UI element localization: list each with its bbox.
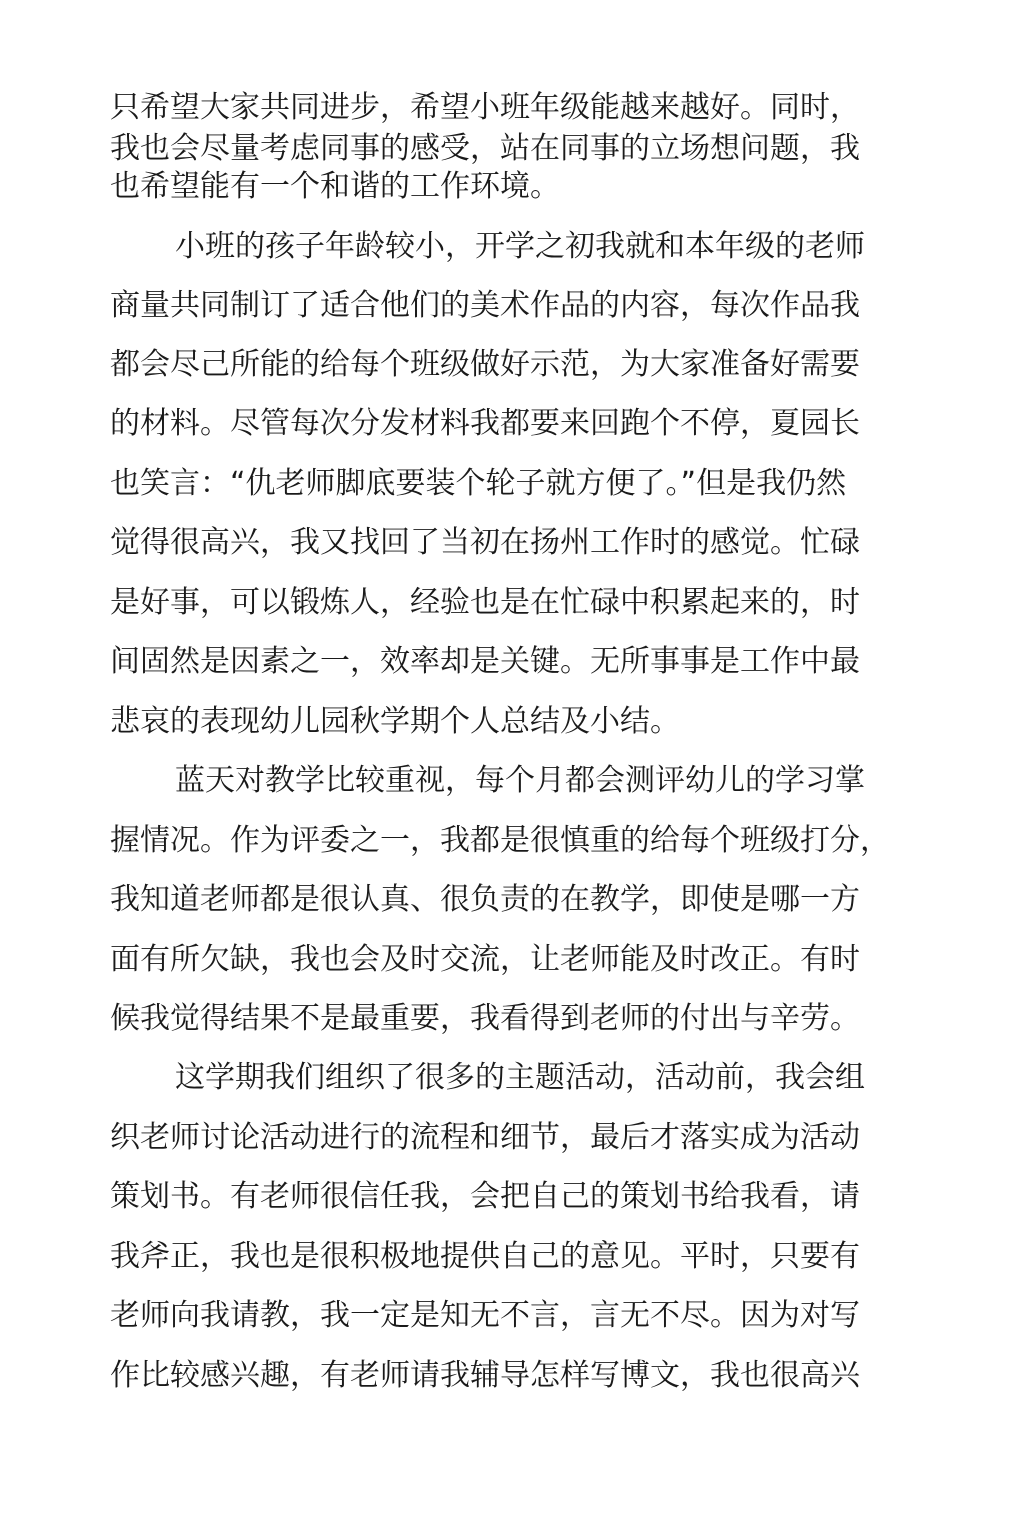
text-line: 间固然是因素之一，效率却是关键。无所事事是工作中最 [110,644,860,679]
paragraph-first-line: 小班的孩子年龄较小，开学之初我就和本年级的老师 [175,229,865,264]
text-line: 的材料。尽管每次分发材料我都要来回跑个不停，夏园长 [110,406,860,441]
text-line: 只希望大家共同进步，希望小班年级能越来越好。同时， [110,90,860,125]
paragraph-first-line: 这学期我们组织了很多的主题活动，活动前，我会组 [175,1060,865,1095]
text-line: 我知道老师都是很认真、很负责的在教学，即使是哪一方 [110,882,860,917]
text-line: 策划书。有老师很信任我，会把自己的策划书给我看，请 [110,1179,860,1214]
text-line: 老师向我请教，我一定是知无不言，言无不尽。因为对写 [110,1298,860,1333]
text-line: 握情况。作为评委之一，我都是很慎重的给每个班级打分， [110,823,890,858]
text-line: 我斧正，我也是很积极地提供自己的意见。平时，只要有 [110,1239,860,1274]
text-line: 作比较感兴趣，有老师请我辅导怎样写博文，我也很高兴 [110,1358,860,1393]
text-line: 织老师讨论活动进行的流程和细节，最后才落实成为活动 [110,1120,860,1155]
text-line: 也笑言：“仇老师脚底要装个轮子就方便了。”但是我仍然 [110,466,847,501]
paragraph-first-line: 蓝天对教学比较重视，每个月都会测评幼儿的学习掌 [175,763,865,798]
text-line: 面有所欠缺，我也会及时交流，让老师能及时改正。有时 [110,942,860,977]
text-line: 我也会尽量考虑同事的感受，站在同事的立场想问题，我 [110,131,860,166]
text-line: 也希望能有一个和谐的工作环境。 [110,169,560,204]
text-line: 觉得很高兴，我又找回了当初在扬州工作时的感觉。忙碌 [110,525,860,560]
text-line: 候我觉得结果不是最重要，我看得到老师的付出与辛劳。 [110,1001,860,1036]
text-line: 商量共同制订了适合他们的美术作品的内容，每次作品我 [110,288,860,323]
text-line: 悲哀的表现幼儿园秋学期个人总结及小结。 [110,704,680,739]
text-line: 是好事，可以锻炼人，经验也是在忙碌中积累起来的，时 [110,585,860,620]
text-line: 都会尽己所能的给每个班级做好示范，为大家准备好需要 [110,347,860,382]
